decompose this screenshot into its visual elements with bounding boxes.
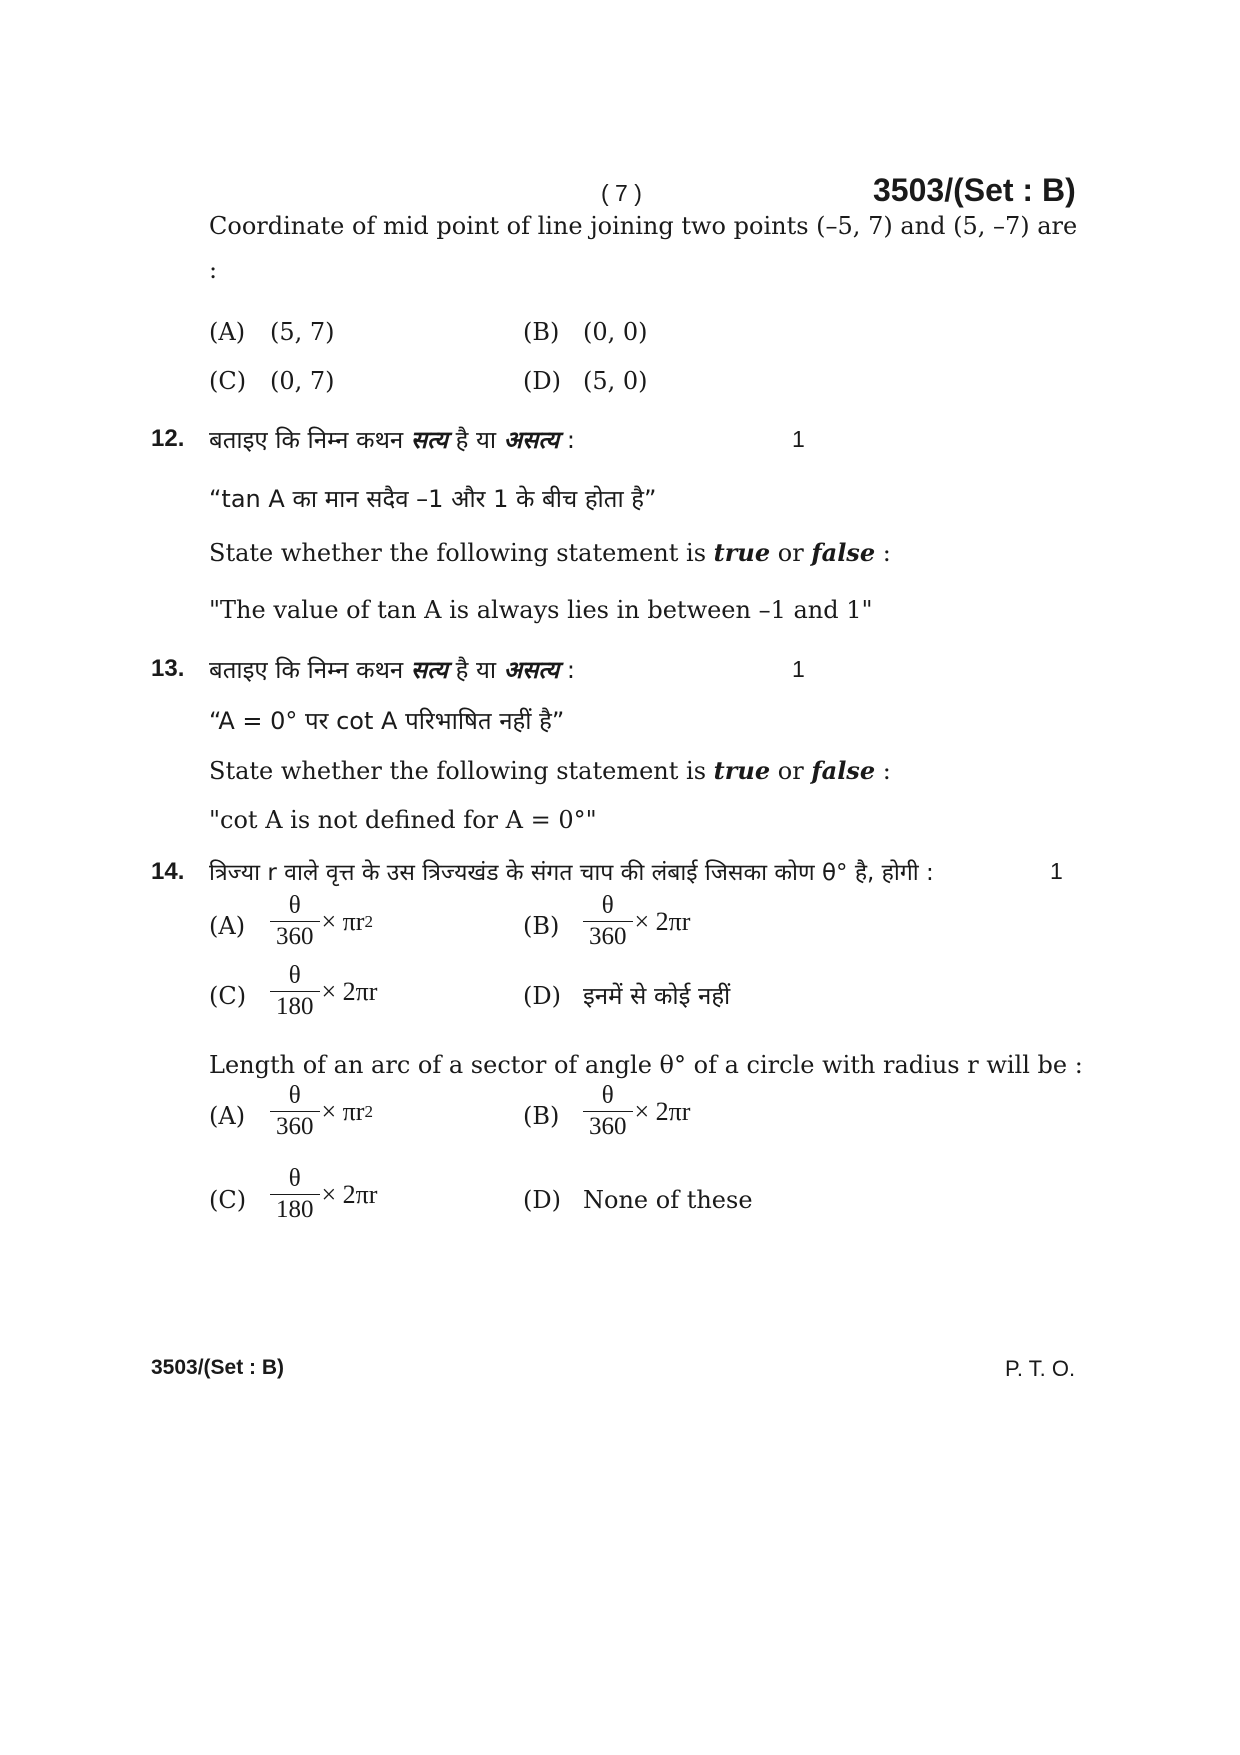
q13-hi-colon: : [566, 656, 575, 684]
q13-number: 13. [151, 655, 185, 682]
page-number: ( 7 ) [601, 180, 642, 206]
q14-hindi-question: त्रिज्या r वाले वृत्त के उस त्रिज्यखंड के संगत चाप की लंबाई जिसका कोण θ° है, होगी : [209, 860, 934, 886]
q13-marks: 1 [792, 656, 805, 682]
q14-hi-option-b-label: (B) [523, 912, 560, 940]
q14-hi-option-c-label: (C) [209, 982, 247, 1010]
fraction: $\frac{\theta}{360}$ [583, 893, 633, 951]
q13-hindi-instruction [209, 653, 575, 686]
q14-en-option-b-label: (B) [523, 1102, 560, 1130]
q12-hi-colon: : [566, 426, 575, 454]
q12-marks: 1 [792, 426, 805, 452]
q14-hi-option-a-expr: $\frac{\theta}{360}$ × πr 2 [270, 893, 373, 951]
q14-hi-option-b-expr: $\frac{\theta}{360}$ × 2πr [583, 893, 690, 951]
q12-en-colon: : [882, 539, 891, 567]
q12-en-prefix: State whether the following statement is [209, 539, 707, 567]
q14-en-option-a-expr: $\frac{\theta}{360}$ × πr 2 [270, 1083, 373, 1141]
q14-hi-option-a-label: (A) [209, 912, 246, 940]
paper-code-footer: 3503/(Set : B) [151, 1356, 285, 1379]
q13-english-statement: "cot A is not defined for A = 0°" [209, 806, 597, 834]
q11-option-c-label: (C) [209, 367, 247, 395]
q13-en-false: false [811, 756, 876, 785]
fraction: $\frac{\theta}{360}$ [270, 893, 320, 951]
q13-en-true: true [713, 756, 771, 785]
q14-hi-option-c-expr: $\frac{\theta}{180}$ × 2πr [270, 963, 377, 1021]
q13-en-colon: : [882, 757, 891, 785]
q14-number: 14. [151, 858, 185, 885]
q14-hi-option-d-text: इनमें से कोई नहीं [583, 982, 731, 1010]
q12-english-statement: "The value of tan A is always lies in between –1 and 1" [209, 596, 873, 624]
q14-english-question: Length of an arc of a sector of angle θ° of a circle with radius r will be : [209, 1051, 1083, 1079]
fraction: $\frac{\theta}{360}$ [270, 1083, 320, 1141]
fraction: $\frac{\theta}{180}$ [270, 1166, 320, 1224]
q12-en-false: false [811, 538, 876, 567]
please-turn-over: P. T. O. [1005, 1356, 1076, 1381]
q13-en-or: or [777, 757, 804, 785]
q12-en-or: or [777, 539, 804, 567]
q11-option-c-value: (0, 7) [270, 367, 335, 395]
paper-code-header: 3503/(Set : B) [873, 172, 1076, 208]
q11-text: Coordinate of mid point of line joining two points (–5, 7) and (5, –7) are [209, 212, 1078, 240]
fraction: $\frac{\theta}{180}$ [270, 963, 320, 1021]
q12-en-true: true [713, 538, 771, 567]
q12-english-instruction [209, 538, 891, 567]
q11-option-d-value: (5, 0) [583, 367, 648, 395]
q12-hi-false: असत्य [503, 426, 560, 454]
q14-en-option-d-text: None of these [583, 1186, 753, 1214]
q14-marks: 1 [1050, 858, 1063, 884]
q12-number: 12. [151, 425, 185, 452]
q11-option-d-label: (D) [523, 367, 561, 395]
q14-hi-option-d-label: (D) [523, 982, 561, 1010]
q12-hi-mid: है या [455, 426, 497, 454]
q11-option-a-value: (5, 7) [270, 318, 335, 346]
q14-en-option-b-expr: $\frac{\theta}{360}$ × 2πr [583, 1083, 690, 1141]
q11-colon: : [209, 256, 218, 284]
fraction: $\frac{\theta}{360}$ [583, 1083, 633, 1141]
q13-english-instruction [209, 756, 891, 785]
q13-hindi-statement: “A = 0° पर cot A परिभाषित नहीं है” [209, 707, 565, 735]
q12-hi-true: सत्य [410, 426, 448, 454]
q12-hindi-statement: “tan A का मान सदैव –1 और 1 के बीच होता है” [209, 485, 657, 513]
q13-hi-prefix: बताइए कि निम्न कथन [209, 656, 404, 684]
q13-en-prefix: State whether the following statement is [209, 757, 707, 785]
q11-option-b-label: (B) [523, 318, 560, 346]
q13-hi-false: असत्य [503, 656, 560, 684]
q11-option-a-label: (A) [209, 318, 246, 346]
q14-en-option-a-label: (A) [209, 1102, 246, 1130]
q14-en-option-c-expr: $\frac{\theta}{180}$ × 2πr [270, 1166, 377, 1224]
q13-hi-mid: है या [455, 656, 497, 684]
q14-en-option-d-label: (D) [523, 1186, 561, 1214]
q12-hindi-instruction [209, 423, 575, 456]
q12-hi-prefix: बताइए कि निम्न कथन [209, 426, 404, 454]
q11-option-b-value: (0, 0) [583, 318, 648, 346]
q14-en-option-c-label: (C) [209, 1186, 247, 1214]
q13-hi-true: सत्य [410, 656, 448, 684]
